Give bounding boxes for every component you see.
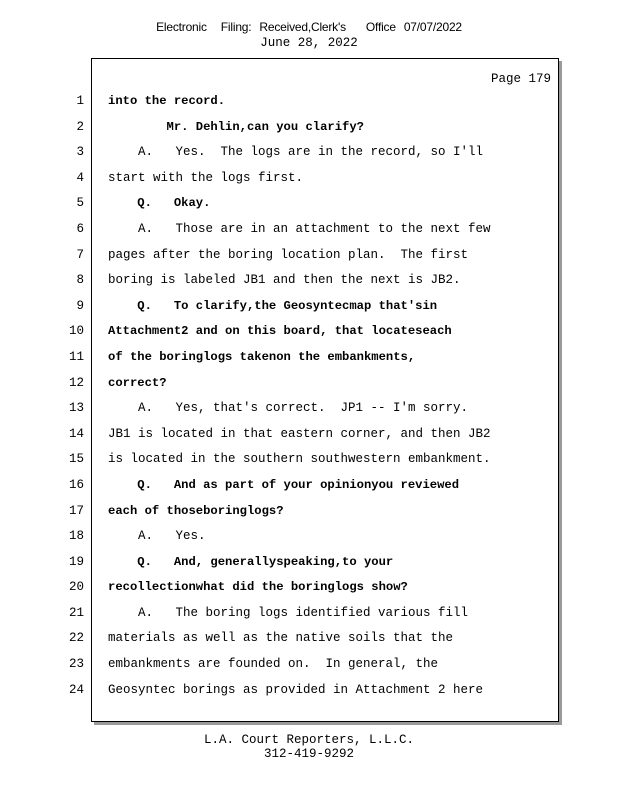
line-text: boring is labeled JB1 and then the next is JB2. <box>108 273 461 288</box>
transcript-line <box>0 294 618 320</box>
line-text: Mr. Dehlin,can you clarify? <box>108 119 364 134</box>
line-number: 16 <box>68 477 84 492</box>
transcript-line <box>0 499 618 525</box>
line-number: 15 <box>68 452 84 467</box>
line-number: 3 <box>76 145 84 160</box>
transcript-line <box>0 601 618 627</box>
line-number: 5 <box>76 196 84 211</box>
line-text: pages after the boring location plan. The first <box>108 247 469 262</box>
transcript-line <box>0 524 618 550</box>
transcript-line <box>0 652 618 678</box>
transcript-line <box>0 191 618 217</box>
line-text: Attachment2 and on this board, that locateseach <box>108 324 452 339</box>
line-text: Q. Okay. <box>108 196 211 211</box>
transcript-line <box>0 319 618 345</box>
line-text: Q. To clarify,the Geosyntecmap that'sin <box>108 298 438 313</box>
line-text: start with the logs first. <box>108 170 304 185</box>
line-text: A. Yes, that's correct. JP1 -- I'm sorry. <box>108 401 469 416</box>
line-text: of the boringlogs takenon the embankments, <box>108 349 416 364</box>
line-text: JB1 is located in that eastern corner, and then JB2 <box>108 426 491 441</box>
transcript-line <box>0 575 618 601</box>
footer <box>0 733 618 761</box>
line-number: 1 <box>76 94 84 108</box>
transcript-line <box>0 550 618 576</box>
transcript-line <box>0 217 618 243</box>
line-number: 21 <box>68 605 84 620</box>
line-number: 20 <box>68 580 84 595</box>
line-text: A. Yes. <box>108 529 206 544</box>
transcript-line <box>0 166 618 192</box>
line-text: Q. And, generallyspeaking,to your <box>108 554 394 569</box>
line-text: materials as well as the native soils that the <box>108 631 454 646</box>
transcript-line <box>0 447 618 473</box>
line-text: correct? <box>108 375 167 390</box>
line-text: A. The boring logs identified various fill <box>108 605 469 620</box>
line-text: Q. And as part of your opinionyou reviewed <box>108 477 460 492</box>
line-number: 19 <box>68 554 84 569</box>
line-number: 11 <box>68 349 84 364</box>
line-text: recollectionwhat did the boringlogs show? <box>108 580 408 595</box>
line-text: is located in the southern southwestern embankment. <box>108 452 491 467</box>
page-number: Page 179 <box>490 72 551 86</box>
line-number: 12 <box>68 375 84 390</box>
filing-word-received: Received,Clerk's <box>259 20 346 34</box>
line-text: embankments are founded on. In general, the <box>108 657 439 672</box>
line-number: 10 <box>68 324 84 339</box>
transcript-line <box>0 268 618 294</box>
electronic-filing-stamp <box>0 20 618 34</box>
transcript-line <box>0 115 618 141</box>
line-number: 24 <box>68 682 84 697</box>
transcript-lines <box>0 89 618 703</box>
line-number: 17 <box>68 503 84 518</box>
line-number: 14 <box>68 426 84 441</box>
transcript-date: June 28, 2022 <box>260 36 358 50</box>
line-number: 4 <box>76 170 84 185</box>
line-number: 9 <box>76 298 84 313</box>
transcript-line <box>0 89 618 115</box>
line-number: 7 <box>76 247 84 262</box>
filing-word-electronic: Electronic <box>156 20 207 34</box>
footer-phone: 312-419-9292 <box>263 747 354 761</box>
line-text: Geosyntec borings as provided in Attachment 2 here <box>108 682 484 697</box>
line-text: A. Those are in an attachment to the next few <box>108 221 491 236</box>
transcript-line <box>0 396 618 422</box>
line-number: 18 <box>68 529 84 544</box>
transcript-line <box>0 626 618 652</box>
transcript-line <box>0 371 618 397</box>
transcript-line <box>0 243 618 269</box>
transcript-line <box>0 140 618 166</box>
line-number: 6 <box>76 221 84 236</box>
line-number: 22 <box>68 631 84 646</box>
footer-company: L.A. Court Reporters, L.L.C. <box>203 733 415 747</box>
transcript-line <box>0 422 618 448</box>
filing-word-office: Office <box>365 20 396 34</box>
line-text: each of thoseboringlogs? <box>108 503 284 518</box>
line-number: 8 <box>76 273 84 288</box>
line-text: into the record. <box>108 94 226 108</box>
line-number: 13 <box>68 401 84 416</box>
transcript-line <box>0 678 618 704</box>
line-text: A. Yes. The logs are in the record, so I'll <box>108 145 484 160</box>
line-number: 23 <box>68 657 84 672</box>
transcript-line <box>0 473 618 499</box>
filing-word-filing: Filing: <box>220 20 252 34</box>
transcript-line <box>0 345 618 371</box>
line-number: 2 <box>76 119 84 134</box>
filing-date: 07/07/2022 <box>403 20 462 34</box>
